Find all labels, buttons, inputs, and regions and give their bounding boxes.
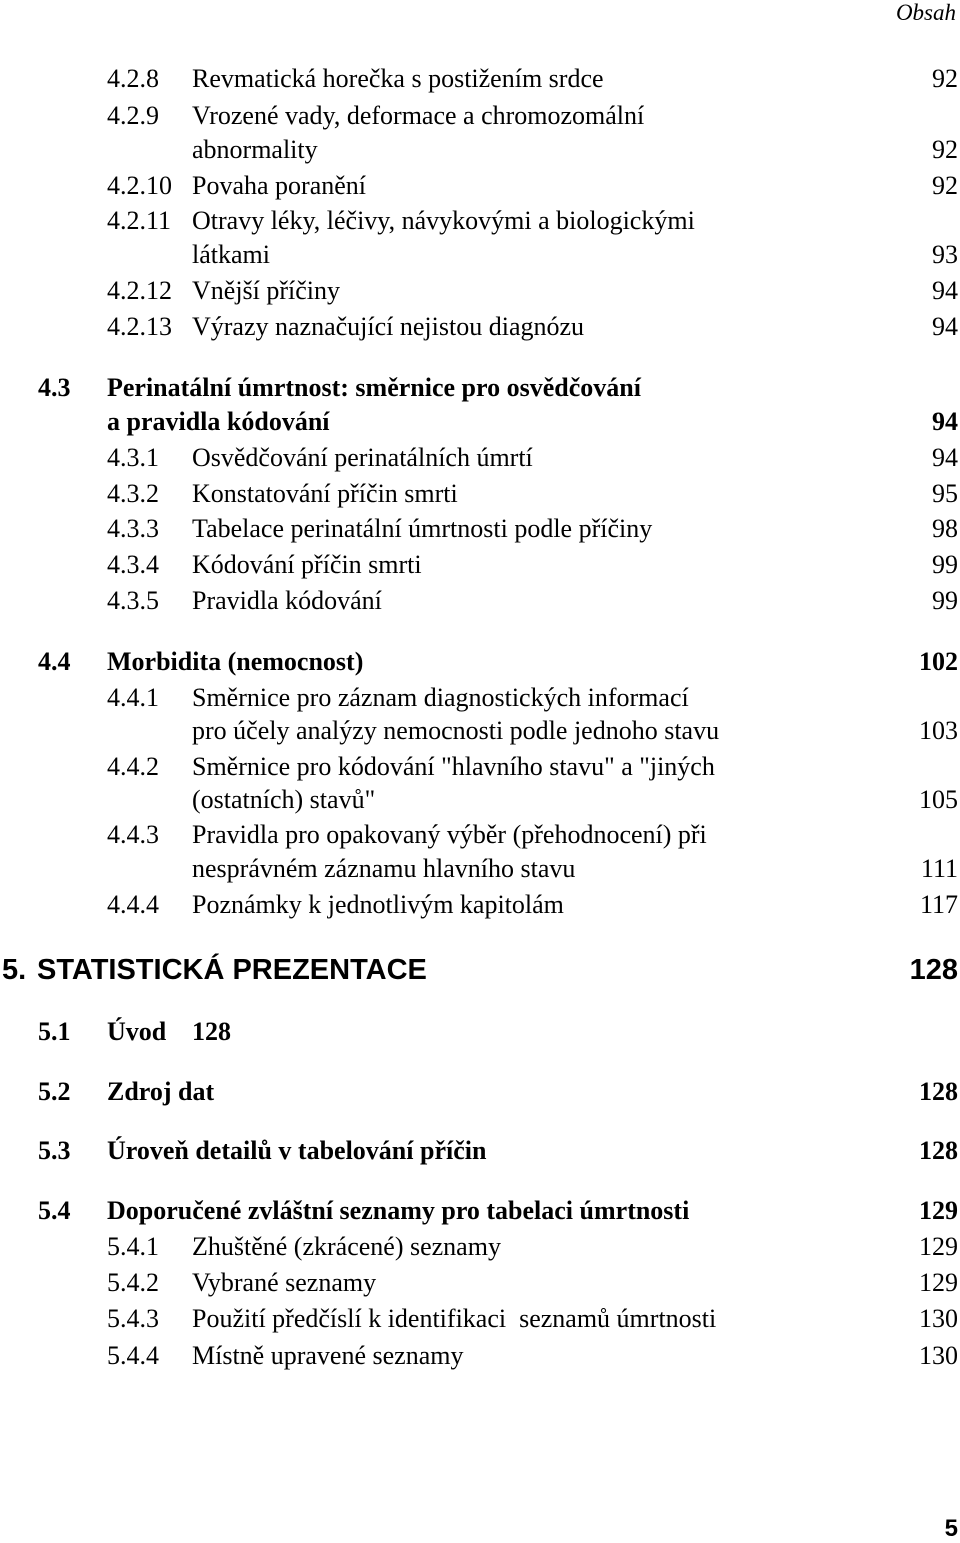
- toc-entry-number: 4.2.8: [107, 64, 159, 93]
- toc-entry-title-continued: látkami: [192, 240, 270, 269]
- toc-entry-title: Konstatování příčin smrti: [192, 479, 458, 508]
- toc-section-4-3-continued[interactable]: [0, 405, 960, 439]
- toc-entry-number: 5.4.1: [107, 1232, 159, 1261]
- toc-entry-4-4-3[interactable]: [0, 818, 960, 852]
- toc-entry-number: 4.2.9: [107, 101, 159, 130]
- toc-entry-number: 4.2.12: [107, 276, 172, 305]
- toc-entry-5-4-4[interactable]: [0, 1339, 960, 1373]
- toc-entry-page: 128: [919, 1077, 958, 1106]
- toc-entry-title: Zdroj dat: [107, 1077, 215, 1106]
- toc-entry-page: 94: [932, 276, 958, 305]
- toc-entry-title: Směrnice pro kódování "hlavního stavu" a "jiných: [192, 752, 715, 781]
- toc-section-5-2[interactable]: [0, 1075, 960, 1109]
- toc-section-4-3[interactable]: [0, 371, 960, 405]
- toc-entry-title: STATISTICKÁ PREZENTACE: [37, 954, 427, 986]
- toc-entry-page: 98: [932, 514, 958, 543]
- toc-entry-title: Povaha poranění: [192, 171, 367, 200]
- toc-entry-page: 105: [919, 785, 958, 814]
- toc-entry-title: Revmatická horečka s postižením srdce: [192, 64, 604, 93]
- toc-entry-4-2-9-continued[interactable]: [0, 133, 960, 167]
- toc-entry-title: Doporučené zvláštní seznamy pro tabelaci úmrtnosti: [107, 1196, 690, 1225]
- toc-entry-title: Pravidla pro opakovaný výběr (přehodnocení) při: [192, 820, 707, 849]
- toc-entry-title: Výrazy naznačující nejistou diagnózu: [192, 312, 585, 341]
- toc-entry-title: Zhuštěné (zkrácené) seznamy: [192, 1232, 501, 1261]
- toc-entry-4-2-13[interactable]: [0, 310, 960, 344]
- toc-entry-page: 94: [932, 312, 958, 341]
- toc-entry-title-continued: a pravidla kódování: [107, 407, 330, 436]
- toc-entry-4-2-9[interactable]: [0, 99, 960, 133]
- toc-entry-4-4-1-continued[interactable]: [0, 714, 960, 748]
- toc-entry-number: 4.2.13: [107, 312, 172, 341]
- toc-entry-number: 4.2.11: [107, 206, 172, 235]
- toc-entry-page: 102: [919, 647, 958, 676]
- toc-entry-number: 5.4.2: [107, 1268, 159, 1297]
- toc-entry-4-3-5[interactable]: [0, 584, 960, 618]
- toc-entry-page: 92: [932, 171, 958, 200]
- toc-entry-4-2-8[interactable]: [0, 62, 960, 96]
- toc-entry-number: 4.3.3: [107, 514, 159, 543]
- toc-entry-page: 130: [919, 1304, 958, 1333]
- toc-entry-number: 5.4: [38, 1196, 71, 1225]
- running-header: Obsah: [895, 0, 956, 25]
- toc-entry-title: Morbidita (nemocnost): [107, 647, 364, 676]
- toc-entry-title: Vrozené vady, deformace a chromozomální: [192, 101, 645, 130]
- toc-entry-number: 4.4.2: [107, 752, 159, 781]
- toc-entry-title: Vybrané seznamy: [192, 1268, 377, 1297]
- toc-entry-page: 128: [192, 1017, 231, 1046]
- toc-entry-title: Perinatální úmrtnost: směrnice pro osvědčování: [107, 373, 641, 402]
- toc-entry-4-3-3[interactable]: [0, 512, 960, 546]
- toc-entry-5-4-1[interactable]: [0, 1230, 960, 1264]
- toc-entry-4-4-2[interactable]: [0, 750, 960, 784]
- toc-entry-page: 130: [919, 1341, 958, 1370]
- toc-entry-page: 92: [932, 135, 958, 164]
- toc-entry-page: 129: [919, 1268, 958, 1297]
- toc-entry-title-continued: nesprávném záznamu hlavního stavu: [192, 854, 576, 883]
- toc-entry-4-2-12[interactable]: [0, 274, 960, 308]
- toc-entry-title-continued: pro účely analýzy nemocnosti podle jednoho stavu: [192, 716, 720, 745]
- toc-entry-number: 5.4.3: [107, 1304, 159, 1333]
- toc-entry-page: 117: [919, 890, 958, 919]
- toc-section-4-4[interactable]: [0, 645, 960, 679]
- toc-entry-title: Místně upravené seznamy: [192, 1341, 464, 1370]
- toc-entry-4-3-2[interactable]: [0, 477, 960, 511]
- toc-entry-number: 4.4: [38, 647, 71, 676]
- toc-entry-page: 95: [932, 479, 958, 508]
- page-number: 5: [944, 1515, 958, 1542]
- toc-entry-4-3-1[interactable]: [0, 441, 960, 475]
- toc-entry-number: 5.3: [38, 1136, 71, 1165]
- toc-entry-number: 4.4.4: [107, 890, 159, 919]
- toc-entry-number: 4.4.3: [107, 820, 159, 849]
- toc-entry-page: 94: [932, 407, 958, 436]
- toc-entry-page: 94: [932, 443, 958, 472]
- toc-entry-title: Otravy léky, léčivy, návykovými a biologickými: [192, 206, 695, 235]
- toc-entry-4-2-11[interactable]: [0, 204, 960, 238]
- toc-entry-title: Směrnice pro záznam diagnostických informací: [192, 683, 689, 712]
- toc-entry-number: 4.3.5: [107, 586, 159, 615]
- toc-entry-page: 129: [919, 1232, 958, 1261]
- toc-entry-page: 128: [909, 954, 958, 986]
- toc-entry-number: 5.2: [38, 1077, 71, 1106]
- toc-entry-page: 99: [932, 550, 958, 579]
- toc-entry-page: 92: [932, 64, 958, 93]
- toc-entry-title: Úroveň detailů v tabelování příčin: [107, 1136, 487, 1165]
- toc-entry-4-4-2-continued[interactable]: [0, 783, 960, 817]
- toc-entry-number: 5.4.4: [107, 1341, 159, 1370]
- toc-entry-number: 4.3.2: [107, 479, 159, 508]
- toc-entry-number: 5.1: [38, 1017, 71, 1046]
- toc-entry-title: Vnější příčiny: [192, 276, 341, 305]
- toc-section-5-4[interactable]: [0, 1194, 960, 1228]
- toc-chapter-5[interactable]: [0, 953, 960, 987]
- toc-entry-page: 111: [920, 854, 958, 883]
- toc-entry-number: 5.: [2, 954, 27, 986]
- toc-entry-number: 4.4.1: [107, 683, 159, 712]
- toc-entry-title: Osvědčování perinatálních úmrtí: [192, 443, 533, 472]
- toc-entry-4-4-1[interactable]: [0, 681, 960, 715]
- toc-entry-title: Kódování příčin smrti: [192, 550, 422, 579]
- toc-entry-4-2-10[interactable]: [0, 169, 960, 203]
- toc-entry-number: 4.3.4: [107, 550, 159, 579]
- toc-entry-4-4-4[interactable]: [0, 888, 960, 922]
- toc-entry-page: 128: [919, 1136, 958, 1165]
- toc-entry-page: 93: [932, 240, 958, 269]
- toc-entry-4-4-3-continued[interactable]: [0, 852, 960, 886]
- toc-entry-page: 103: [919, 716, 958, 745]
- toc-entry-page: 99: [932, 586, 958, 615]
- toc-entry-title: Tabelace perinatální úmrtnosti podle příčiny: [192, 514, 653, 543]
- toc-entry-4-3-4[interactable]: [0, 548, 960, 582]
- toc-entry-4-2-11-continued[interactable]: [0, 238, 960, 272]
- toc-entry-title: Úvod: [107, 1017, 167, 1046]
- toc-entry-number: 4.2.10: [107, 171, 172, 200]
- toc-entry-number: 4.3.1: [107, 443, 159, 472]
- toc-section-5-1[interactable]: [0, 1015, 960, 1049]
- toc-entry-5-4-3[interactable]: [0, 1302, 960, 1336]
- toc-entry-title-continued: (ostatních) stavů": [192, 785, 376, 814]
- toc-entry-title: Poznámky k jednotlivým kapitolám: [192, 890, 564, 919]
- toc-entry-page: 129: [919, 1196, 958, 1225]
- toc-entry-number: 4.3: [38, 373, 71, 402]
- toc-entry-5-4-2[interactable]: [0, 1266, 960, 1300]
- toc-entry-title: Použití předčíslí k identifikaci seznamů úmrtnosti: [192, 1304, 717, 1333]
- toc-section-5-3[interactable]: [0, 1134, 960, 1168]
- toc-entry-title-continued: abnormality: [192, 135, 318, 164]
- toc-entry-title: Pravidla kódování: [192, 586, 382, 615]
